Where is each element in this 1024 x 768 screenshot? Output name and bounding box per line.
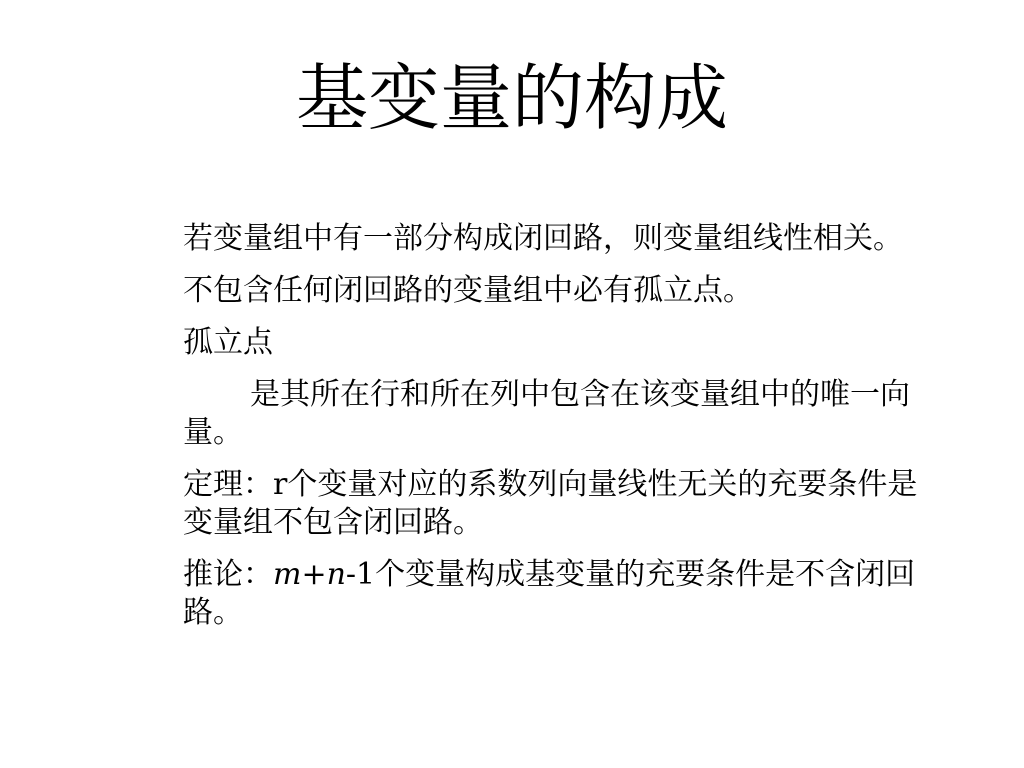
theorem-line-2: 变量组不包含闭回路。 (183, 505, 483, 540)
definition-line-2: 量。 (183, 415, 243, 450)
paragraph-isolated-point-exists: 不包含任何闭回路的变量组中必有孤立点。 (183, 273, 753, 308)
slide-body (183, 220, 1013, 646)
theorem-line-1: 定理：r个变量对应的系数列向量线性无关的充要条件是 (183, 467, 918, 502)
corollary-prefix: 推论： (183, 557, 273, 592)
paragraph-isolated-point-definition (183, 376, 1013, 452)
slide-title: 基变量的构成 (295, 56, 728, 140)
corollary-line-2: 路。 (183, 595, 243, 630)
corollary-line-1 (183, 556, 1013, 594)
variable-m: m (273, 557, 302, 592)
definition-line-1: 是其所在行和所在列中包含在该变量组中的唯一向 (250, 377, 910, 412)
paragraph-isolated-point-term: 孤立点 (183, 325, 273, 360)
paragraph-theorem (183, 466, 1013, 542)
variable-n: n (326, 557, 346, 592)
paragraph-closed-loop-dependence: 若变量组中有一部分构成闭回路，则变量组线性相关。 (183, 221, 903, 256)
paragraph-corollary (183, 556, 1013, 632)
plus-sign: + (301, 557, 327, 592)
corollary-rest: -1个变量构成基变量的充要条件是不含闭回 (345, 557, 916, 592)
